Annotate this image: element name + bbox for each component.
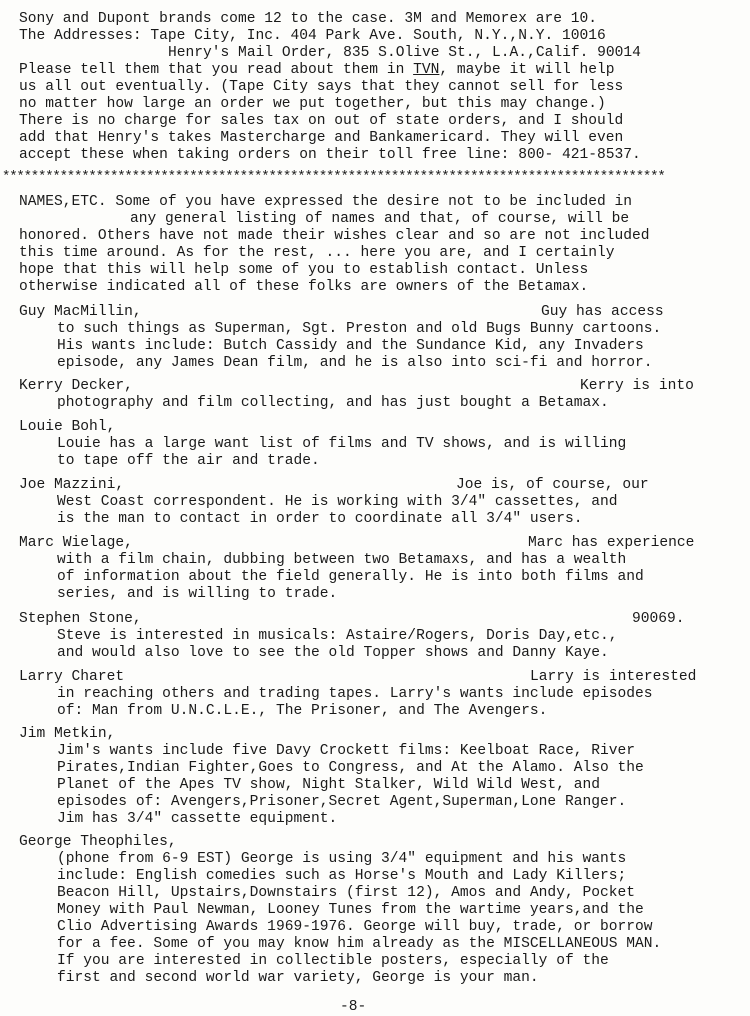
text-line: any general listing of names and that, of course, will be [130,211,630,227]
entry-name: Guy MacMillin, [19,304,142,320]
text-line: first and second world war variety, George is your man. [57,970,539,986]
text-line: Planet of the Apes TV show, Night Stalker, Wild Wild West, and [57,777,600,793]
text-line: for a fee. Some of you may know him already as the MISCELLANEOUS MAN. [57,936,662,952]
text-line: His wants include: Butch Cassidy and the Sundance Kid, any Invaders [57,338,644,354]
entry-name: Louie Bohl, [19,419,116,435]
text-line: this time around. As for the rest, ... here you are, and I certainly [19,245,615,261]
entry-name: Marc Wielage, [19,535,133,551]
text-line: Steve is interested in musicals: Astaire/Rogers, Doris Day,etc., [57,628,618,644]
entry-note: Larry is interested [530,669,697,685]
entry-note: 90069. [632,611,685,627]
text-line: to tape off the air and trade. [57,453,320,469]
text-line: to such things as Superman, Sgt. Preston and old Bugs Bunny cartoons. [57,321,662,337]
entry-note: Kerry is into [580,378,694,394]
text-line: There is no charge for sales tax on out of state orders, and I should [19,113,624,129]
text-line: Henry's Mail Order, 835 S.Olive St., L.A.,Calif. 90014 [168,45,641,61]
text-line: accept these when taking orders on their toll free line: 800- 421-8537. [19,147,641,163]
entry-note: Joe is, of course, our [456,477,649,493]
text-line: in reaching others and trading tapes. Larry's wants include episodes [57,686,653,702]
entry-note: Marc has experience [528,535,695,551]
text-line: honored. Others have not made their wishes clear and so are not included [19,228,650,244]
text-fragment: , maybe it will help [439,62,615,78]
text-line: Jim has 3/4" cassette equipment. [57,811,338,827]
entry-name: Stephen Stone, [19,611,142,627]
text-line: of: Man from U.N.C.L.E., The Prisoner, and The Avengers. [57,703,548,719]
entry-name: George Theophiles, [19,834,177,850]
text-line: Louie has a large want list of films and TV shows, and is willing [57,436,627,452]
asterisk-divider: ******************************************************************************************** [2,169,665,185]
page-number: -8- [340,999,367,1015]
text-line: Beacon Hill, Upstairs,Downstairs (first 12), Amos and Andy, Pocket [57,885,636,901]
text-line: Sony and Dupont brands come 12 to the case. 3M and Memorex are 10. [19,11,598,27]
entry-note: Guy has access [541,304,664,320]
text-line: NAMES,ETC. Some of you have expressed the desire not to be included in [19,194,633,210]
text-line: episode, any James Dean film, and he is also into sci-fi and horror. [57,355,653,371]
text-line: Pirates,Indian Fighter,Goes to Congress, and At the Alamo. Also the [57,760,644,776]
text-line: (phone from 6-9 EST) George is using 3/4" equipment and his wants [57,851,627,867]
text-fragment: Please tell them that you read about them in [19,62,414,78]
text-line: hope that this will help some of you to establish contact. Unless [19,262,589,278]
entry-name: Joe Mazzini, [19,477,125,493]
text-line: Money with Paul Newman, Looney Tunes from the wartime years,and the [57,902,644,918]
text-line: add that Henry's takes Mastercharge and Bankamericard. They will even [19,130,624,146]
text-line: otherwise indicated all of these folks are owners of the Betamax. [19,279,589,295]
text-line: us all out eventually. (Tape City says that they cannot sell for less [19,79,624,95]
publication-title: TVN [413,62,440,78]
text-line: If you are interested in collectible posters, especially of the [57,953,609,969]
text-line: no matter how large an order we put together, but this may change.) [19,96,606,112]
text-line: West Coast correspondent. He is working with 3/4" cassettes, and [57,494,618,510]
text-line: of information about the field generally. He is into both films and [57,569,644,585]
entry-name: Jim Metkin, [19,726,116,742]
text-line: series, and is willing to trade. [57,586,338,602]
text-line: is the man to contact in order to coordinate all 3/4" users. [57,511,583,527]
text-line: and would also love to see the old Topper shows and Danny Kaye. [57,645,609,661]
text-line: with a film chain, dubbing between two Betamaxs, and has a wealth [57,552,627,568]
text-line: episodes of: Avengers,Prisoner,Secret Agent,Superman,Lone Ranger. [57,794,627,810]
entry-name: Larry Charet [19,669,125,685]
entry-name: Kerry Decker, [19,378,133,394]
text-line [19,62,615,79]
text-line: Jim's wants include five Davy Crockett films: Keelboat Race, River [57,743,636,759]
text-line: Clio Advertising Awards 1969-1976. George will buy, trade, or borrow [57,919,653,935]
text-line: photography and film collecting, and has just bought a Betamax. [57,395,609,411]
text-line: include: English comedies such as Horse's Mouth and Lady Killers; [57,868,627,884]
text-line: The Addresses: Tape City, Inc. 404 Park Ave. South, N.Y.,N.Y. 10016 [19,28,606,44]
